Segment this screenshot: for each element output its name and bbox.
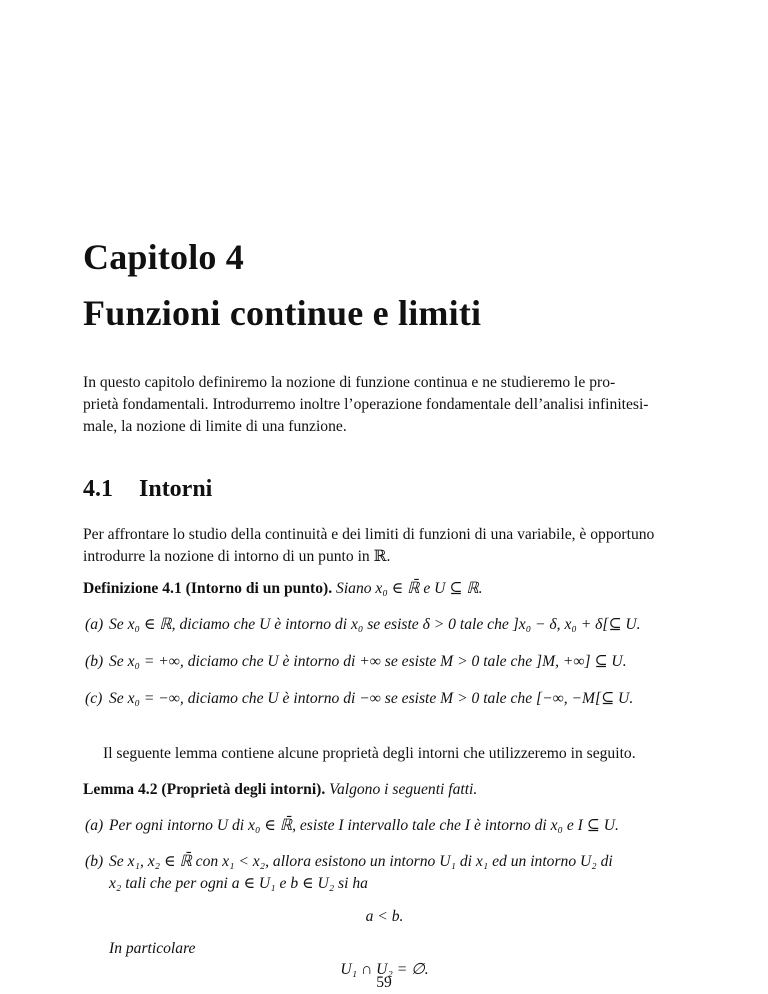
item-text: Se x₀ = −∞, diciamo che U è intorno di −∞ se esiste M > 0 tale che [−∞, −M[⊆ U. [109, 690, 634, 707]
section-number: 4.1 [83, 476, 113, 502]
section-paragraph [83, 524, 686, 568]
display-equation: U₁ ∩ U₂ = ∅. [340, 961, 429, 978]
transition-paragraph: Il seguente lemma contiene alcune proprietà degli intorni che utilizzeremo in seguito. [103, 745, 636, 762]
intro-paragraph [83, 372, 686, 438]
item-text: Se x₁, x₂ ∈ ℝ̄ con x₁ < x₂, allora esistono un intorno U₁ di x₁ ed un intorno U₂ di [109, 853, 613, 870]
lemma-statement [83, 779, 686, 801]
chapter-label: Capitolo 4 [83, 237, 245, 277]
section-line: introdurre la nozione di intorno di un punto in ℝ. [83, 548, 391, 565]
lemma-item-a [85, 815, 686, 837]
lemma-text: Valgono i seguenti fatti. [329, 781, 478, 798]
page-number: 59 [376, 974, 392, 991]
item-label: (b) [85, 653, 104, 670]
definition-head: Definizione 4.1 (Intorno di un punto). [83, 580, 333, 597]
lemma-item-b [85, 851, 686, 895]
definition-item-c [85, 688, 686, 710]
definition-item-b [85, 651, 686, 673]
item-label: (a) [85, 616, 104, 633]
item-label: (b) [85, 853, 104, 870]
display-equation: a < b. [365, 908, 404, 925]
intro-line: prietà fondamentali. Introdurremo inoltre l’operazione fondamentale dell’analisi infinitesi- [83, 396, 649, 413]
section-line: Per affrontare lo studio della continuità e dei limiti di funzioni di una variabile, è opportuno [83, 526, 655, 543]
item-text: x₂ tali che per ogni a ∈ U₁ e b ∈ U₂ si ha [109, 875, 368, 892]
item-text: Per ogni intorno U di x₀ ∈ ℝ̄, esiste I intervallo tale che I è intorno di x₀ e I ⊆ U. [109, 817, 619, 834]
item-text: Se x₀ ∈ ℝ, diciamo che U è intorno di x₀ se esiste δ > 0 tale che ]x₀ − δ, x₀ + δ[⊆ U. [109, 616, 641, 633]
section-heading [83, 476, 212, 503]
section-title: Intorni [139, 476, 213, 502]
item-label: (c) [85, 690, 103, 707]
definition-item-a [85, 614, 686, 636]
item-label: (a) [85, 817, 104, 834]
definition-statement [83, 578, 686, 600]
definition-text: Siano x₀ ∈ ℝ̄ e U ⊆ ℝ. [336, 580, 483, 597]
in-particolare-text: In particolare [109, 940, 196, 957]
chapter-title: Funzioni continue e limiti [83, 293, 482, 333]
intro-line: In questo capitolo definiremo la nozione di funzione continua e ne studieremo le pro- [83, 374, 616, 391]
lemma-head: Lemma 4.2 (Proprietà degli intorni). [83, 781, 326, 798]
intro-line: male, la nozione di limite di una funzione. [83, 418, 347, 435]
item-text: Se x₀ = +∞, diciamo che U è intorno di +∞ se esiste M > 0 tale che ]M, +∞] ⊆ U. [109, 653, 627, 670]
